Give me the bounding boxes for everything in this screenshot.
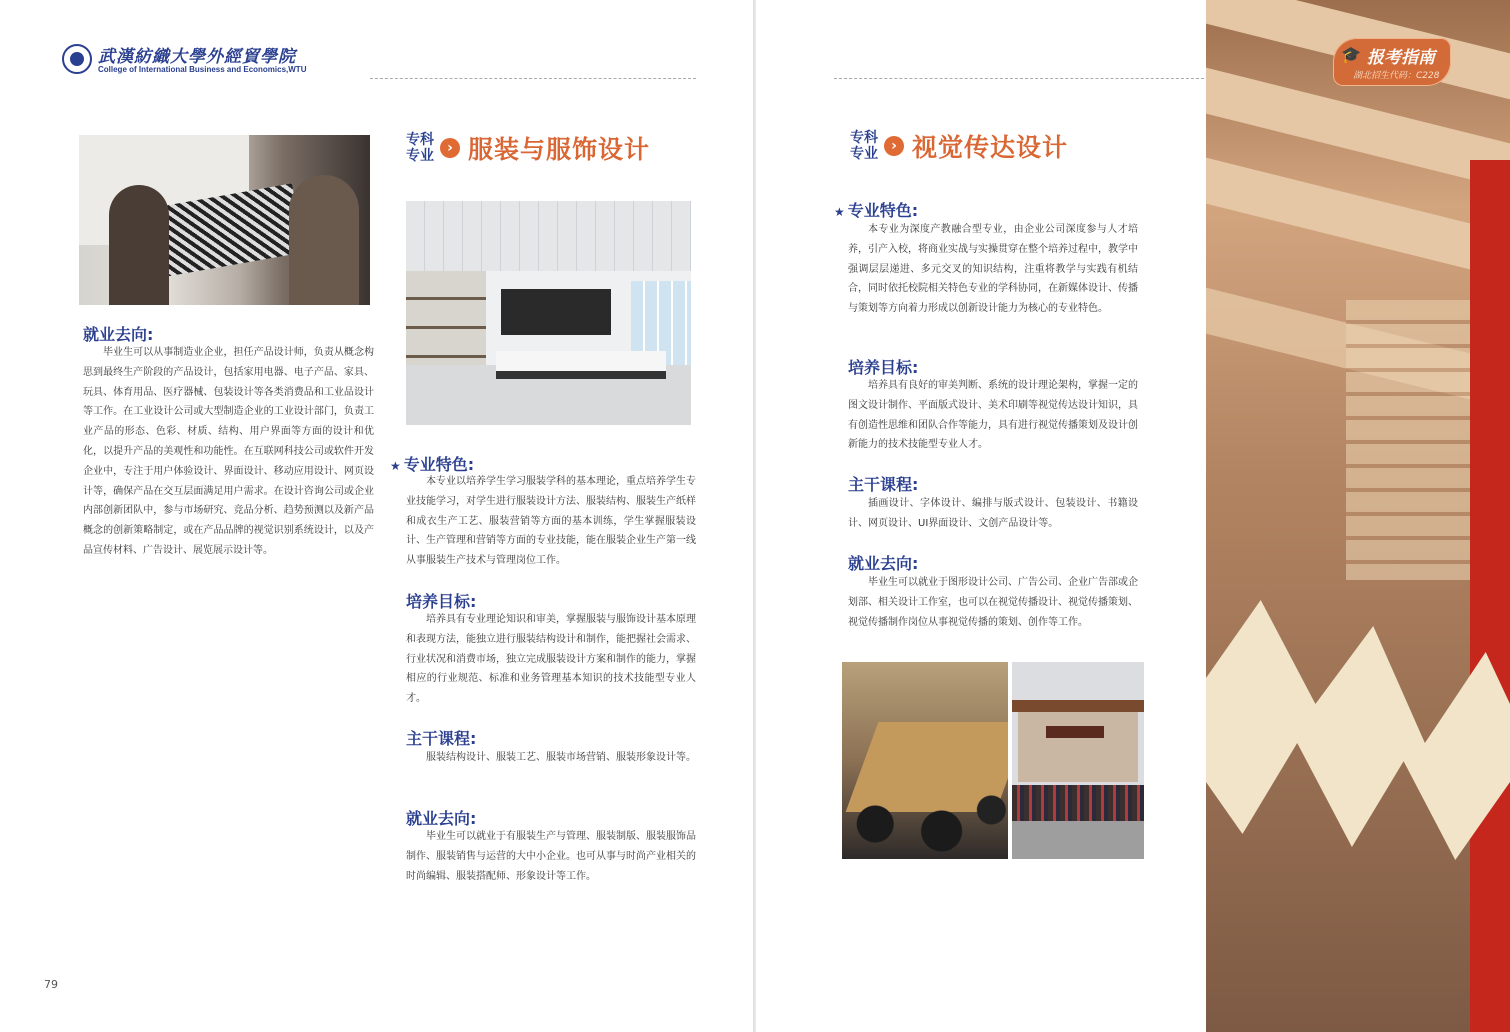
logo-english-name: College of International Business and Economics,WTU	[98, 65, 307, 74]
fashion-features-text: 本专业以培养学生学习服装学科的基本理论，重点培养学生专业技能学习，对学生进行服装设计方法、服装结构、服装生产纸样和成衣生产工艺、服装营销等方面的基本训练，学生掌握服装设计、生产管理和营销等方面的专业技能，能在服装企业生产第一线从事服装生产技术与管理岗位工作。	[406, 476, 696, 567]
college-logo	[62, 44, 362, 76]
star-icon: ★	[834, 205, 845, 219]
fashion-level-tag: 专科 专业	[406, 132, 434, 164]
visual-features-text: 本专业为深度产教融合型专业，由企业公司深度参与人才培养，引产入校，将商业实战与实操贯穿在整个培养过程中，教学中强调层层递进、多元交叉的知识结构，注重将教学与实践有机结合，同时依托校院相关特色专业的学科协同，在新媒体设计、传播与策划等方向着力形成以创新设计能力为核心的专业特色。	[848, 224, 1138, 315]
students-artwork-photo	[79, 135, 370, 305]
industrial-employment-heading: 就业去向:	[83, 325, 154, 344]
fashion-features-heading: ★ 专业特色:	[390, 455, 475, 474]
visual-goals-text: 培养具有良好的审美判断、系统的设计理论架构，掌握一定的图文设计制作、平面版式设计、美术印刷等视觉传达设计知识，具有创造性思维和团队合作等能力，具有进行视觉传播策划及设计创新能力的技术技能型专业人才。	[848, 380, 1138, 451]
graduation-cap-icon: 🎓	[1341, 45, 1361, 64]
visual-employment-text: 毕业生可以就业于图形设计公司、广告公司、企业广告部或企划部、相关设计工作室，也可以在视觉传播设计、视觉传播策划、视觉传播制作岗位从事视觉传播的策划、创作等工作。	[848, 577, 1138, 628]
header-divider	[370, 78, 696, 79]
chevron-right-icon: ›	[884, 136, 904, 156]
visual-courses-heading: 主干课程:	[848, 475, 919, 494]
logo-chinese-name: 武漢紡織大學外經貿學院	[98, 47, 296, 67]
page-number-left: 79	[44, 978, 58, 991]
fashion-section-title	[406, 130, 650, 166]
group-photo-building	[1012, 662, 1144, 859]
fashion-major-name: 服装与服饰设计	[468, 135, 651, 164]
admission-guide-badge	[1333, 38, 1453, 88]
fashion-courses-text: 服装结构设计、服装工艺、服装市场营销、服装形象设计等。	[426, 752, 696, 763]
fashion-goals-text: 培养具有专业理论知识和审美，掌握服装与服饰设计基本原理和表现方法，能独立进行服装结构设计和制作，能把握社会需求、行业状况和消费市场，独立完成服装设计方案和制作的能力，掌握相应的行业规范、标准和业务管理基本知识的技术技能型专业人才。	[406, 614, 696, 705]
campus-building-photo	[1206, 0, 1510, 1032]
badge-subtitle: 湖北招生代码：C228	[1353, 71, 1440, 81]
chevron-right-icon: ›	[440, 138, 460, 158]
star-icon: ★	[390, 459, 401, 473]
fashion-courses-heading: 主干课程:	[406, 729, 477, 748]
visual-section-title	[850, 128, 1068, 164]
college-seal-icon	[62, 44, 92, 74]
badge-title: 报考指南	[1367, 48, 1435, 68]
visual-goals-heading: 培养目标:	[848, 358, 919, 377]
visual-features-heading: ★ 专业特色:	[834, 201, 919, 220]
fashion-classroom-photo	[406, 201, 691, 425]
fashion-employment-heading: 就业去向:	[406, 809, 477, 828]
industrial-employment-text: 毕业生可以从事制造业企业，担任产品设计师，负责从概念构思到最终生产阶段的产品设计，包括家用电器、电子产品、家具、玩具、体育用品、医疗器械、包装设计等各类消费品和工业品设计等工作。在工业设计公司或大型制造企业的工业设计部门，负责工业产品的形态、色彩、材质、结构、用户界面等方面的设计和优化，以提升产品的美观性和功能性。在互联网科技公司或软件开发企业中，专注于用户体验设计、界面设计、移动应用设计、网页设计等，确保产品在交互层面满足用户需求。在设计咨询公司或企业内部创新团队中，参与市场研究、竞品分析、趋势预测以及新产品概念的创新策略制定，或在产品品牌的视觉识别系统设计，以及产品宣传材料、广告设计、展览展示设计等。	[83, 347, 374, 556]
visual-major-name: 视觉传达设计	[912, 133, 1069, 162]
visual-level-tag: 专科 专业	[850, 130, 878, 162]
visual-courses-text: 插画设计、字体设计、编排与版式设计、包装设计、书籍设计、网页设计、UI界面设计、文创产品设计等。	[848, 498, 1138, 529]
visual-employment-heading: 就业去向:	[848, 554, 919, 573]
fashion-goals-heading: 培养目标:	[406, 592, 477, 611]
header-divider-right	[834, 78, 1204, 79]
left-page	[0, 0, 754, 1032]
classroom-activity-photo	[842, 662, 1008, 859]
fashion-employment-text: 毕业生可以就业于有服装生产与管理、服装制版、服装服饰品制作、服装销售与运营的大中小企业。也可从事与时尚产业相关的时尚编辑、服装搭配师、形象设计等工作。	[406, 831, 696, 882]
